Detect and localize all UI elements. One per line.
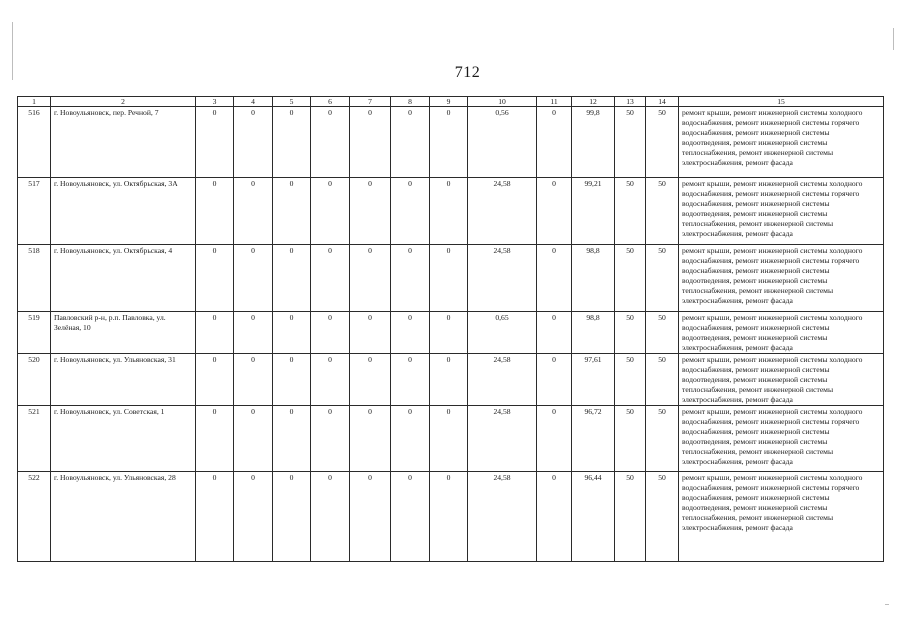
value-cell: 0 xyxy=(350,406,391,472)
value-cell: 0 xyxy=(196,406,234,472)
value-cell: 0 xyxy=(234,107,273,178)
column-header: 1 xyxy=(18,97,51,107)
address-cell: г. Новоульяновск, пер. Речной, 7 xyxy=(51,107,196,178)
table-row xyxy=(18,472,884,562)
column-header: 9 xyxy=(430,97,468,107)
value-cell: 0 xyxy=(350,178,391,245)
value-cell: 0 xyxy=(234,245,273,312)
address-cell: г. Новоульяновск, ул. Октябрьская, 3А xyxy=(51,178,196,245)
value-cell: 0 xyxy=(350,107,391,178)
value-cell: 99,8 xyxy=(572,107,615,178)
address-cell: г. Новоульяновск, ул. Советская, 1 xyxy=(51,406,196,472)
value-cell: 0 xyxy=(537,107,572,178)
value-cell: 50 xyxy=(646,354,679,406)
value-cell: 0 xyxy=(234,406,273,472)
value-cell: 0 xyxy=(273,406,311,472)
value-cell: 0 xyxy=(537,312,572,354)
value-cell: 97,61 xyxy=(572,354,615,406)
value-cell: 24,58 xyxy=(468,354,537,406)
table-row xyxy=(18,107,884,178)
address-cell: г. Новоульяновск, ул. Октябрьская, 4 xyxy=(51,245,196,312)
value-cell: 0 xyxy=(391,312,430,354)
column-header: 14 xyxy=(646,97,679,107)
repair-works-cell: ремонт крыши, ремонт инженерной системы холодного водоснабжения, ремонт инженерной системы горячего водоснабжения, ремонт инженерной системы водоотведения, ремонт инженерной системы теплоснабжения, ремонт инженерной системы электроснабжения, ремонт фасада xyxy=(679,245,884,312)
value-cell: 24,58 xyxy=(468,178,537,245)
value-cell: 0 xyxy=(350,312,391,354)
value-cell: 0 xyxy=(196,312,234,354)
table-row xyxy=(18,354,884,406)
value-cell: 0 xyxy=(391,406,430,472)
value-cell: 0 xyxy=(311,406,350,472)
column-number-row xyxy=(18,97,884,107)
column-header: 3 xyxy=(196,97,234,107)
value-cell: 0 xyxy=(196,354,234,406)
table-row xyxy=(18,406,884,472)
table-row xyxy=(18,312,884,354)
row-number: 520 xyxy=(18,354,51,406)
row-number: 521 xyxy=(18,406,51,472)
table-row xyxy=(18,178,884,245)
value-cell: 0 xyxy=(311,312,350,354)
scan-artifact-bottom-right xyxy=(885,604,889,605)
value-cell: 24,58 xyxy=(468,245,537,312)
scan-artifact-left-edge xyxy=(12,22,13,80)
value-cell: 0 xyxy=(234,354,273,406)
column-header: 12 xyxy=(572,97,615,107)
row-number: 518 xyxy=(18,245,51,312)
value-cell: 50 xyxy=(646,245,679,312)
value-cell: 50 xyxy=(615,312,646,354)
value-cell: 98,8 xyxy=(572,312,615,354)
repair-works-cell: ремонт крыши, ремонт инженерной системы холодного водоснабжения, ремонт инженерной системы горячего водоснабжения, ремонт инженерной системы водоотведения, ремонт инженерной системы теплоснабжения, ремонт инженерной системы электроснабжения, ремонт фасада xyxy=(679,178,884,245)
column-header: 11 xyxy=(537,97,572,107)
housing-repair-table xyxy=(17,96,884,562)
value-cell: 0 xyxy=(311,107,350,178)
column-header: 8 xyxy=(391,97,430,107)
page-number: 712 xyxy=(454,64,481,81)
value-cell: 0 xyxy=(537,245,572,312)
value-cell: 0 xyxy=(273,178,311,245)
value-cell: 0,56 xyxy=(468,107,537,178)
row-number: 522 xyxy=(18,472,51,562)
value-cell: 0 xyxy=(430,406,468,472)
value-cell: 0 xyxy=(391,178,430,245)
column-header: 5 xyxy=(273,97,311,107)
value-cell: 0 xyxy=(196,178,234,245)
value-cell: 0 xyxy=(273,472,311,562)
value-cell: 0 xyxy=(350,245,391,312)
value-cell: 0 xyxy=(391,107,430,178)
value-cell: 0 xyxy=(273,312,311,354)
value-cell: 0 xyxy=(273,107,311,178)
value-cell: 96,44 xyxy=(572,472,615,562)
value-cell: 0 xyxy=(234,312,273,354)
repair-works-cell: ремонт крыши, ремонт инженерной системы холодного водоснабжения, ремонт инженерной системы водоотведения, ремонт инженерной системы электроснабжения, ремонт фасада xyxy=(679,312,884,354)
value-cell: 0 xyxy=(391,245,430,312)
value-cell: 0 xyxy=(311,472,350,562)
column-header: 6 xyxy=(311,97,350,107)
value-cell: 98,8 xyxy=(572,245,615,312)
column-header: 4 xyxy=(234,97,273,107)
address-cell: г. Новоульяновск, ул. Ульяновская, 28 xyxy=(51,472,196,562)
value-cell: 0 xyxy=(311,178,350,245)
column-header: 15 xyxy=(679,97,884,107)
value-cell: 96,72 xyxy=(572,406,615,472)
value-cell: 0 xyxy=(430,354,468,406)
value-cell: 0 xyxy=(311,354,350,406)
value-cell: 50 xyxy=(615,178,646,245)
value-cell: 0 xyxy=(537,472,572,562)
value-cell: 0 xyxy=(234,472,273,562)
value-cell: 50 xyxy=(615,245,646,312)
address-cell: Павловский р-н, р.п. Павловка, ул. Зелёная, 10 xyxy=(51,312,196,354)
value-cell: 0 xyxy=(430,107,468,178)
row-number: 517 xyxy=(18,178,51,245)
column-header: 10 xyxy=(468,97,537,107)
value-cell: 0 xyxy=(350,354,391,406)
scan-artifact-right-edge xyxy=(893,28,894,50)
value-cell: 0 xyxy=(391,472,430,562)
value-cell: 50 xyxy=(646,178,679,245)
value-cell: 0,65 xyxy=(468,312,537,354)
value-cell: 50 xyxy=(615,406,646,472)
column-header: 13 xyxy=(615,97,646,107)
value-cell: 24,58 xyxy=(468,472,537,562)
value-cell: 0 xyxy=(537,178,572,245)
address-cell: г. Новоульяновск, ул. Ульяновская, 31 xyxy=(51,354,196,406)
column-header: 7 xyxy=(350,97,391,107)
value-cell: 0 xyxy=(391,354,430,406)
value-cell: 50 xyxy=(615,472,646,562)
row-number: 519 xyxy=(18,312,51,354)
value-cell: 0 xyxy=(311,245,350,312)
value-cell: 0 xyxy=(196,245,234,312)
value-cell: 0 xyxy=(273,354,311,406)
value-cell: 0 xyxy=(430,245,468,312)
value-cell: 0 xyxy=(273,245,311,312)
value-cell: 0 xyxy=(430,472,468,562)
value-cell: 0 xyxy=(196,472,234,562)
value-cell: 50 xyxy=(646,312,679,354)
value-cell: 0 xyxy=(196,107,234,178)
value-cell: 50 xyxy=(646,406,679,472)
value-cell: 0 xyxy=(350,472,391,562)
value-cell: 50 xyxy=(615,354,646,406)
value-cell: 24,58 xyxy=(468,406,537,472)
table-row xyxy=(18,245,884,312)
value-cell: 50 xyxy=(615,107,646,178)
value-cell: 0 xyxy=(430,312,468,354)
column-header: 2 xyxy=(51,97,196,107)
value-cell: 0 xyxy=(430,178,468,245)
repair-works-cell: ремонт крыши, ремонт инженерной системы холодного водоснабжения, ремонт инженерной системы горячего водоснабжения, ремонт инженерной системы водоотведения, ремонт инженерной системы теплоснабжения, ремонт инженерной системы электроснабжения, ремонт фасада xyxy=(679,107,884,178)
repair-works-cell: ремонт крыши, ремонт инженерной системы холодного водоснабжения, ремонт инженерной системы водоотведения, ремонт инженерной системы теплоснабжения, ремонт инженерной системы электроснабжения, ремонт фасада xyxy=(679,354,884,406)
repair-works-cell: ремонт крыши, ремонт инженерной системы холодного водоснабжения, ремонт инженерной системы горячего водоснабжения, ремонт инженерной системы водоотведения, ремонт инженерной системы теплоснабжения, ремонт инженерной системы электроснабжения, ремонт фасада xyxy=(679,472,884,562)
value-cell: 50 xyxy=(646,107,679,178)
row-number: 516 xyxy=(18,107,51,178)
value-cell: 99,21 xyxy=(572,178,615,245)
value-cell: 0 xyxy=(537,406,572,472)
value-cell: 0 xyxy=(537,354,572,406)
value-cell: 50 xyxy=(646,472,679,562)
value-cell: 0 xyxy=(234,178,273,245)
repair-works-cell: ремонт крыши, ремонт инженерной системы холодного водоснабжения, ремонт инженерной системы горячего водоснабжения, ремонт инженерной системы водоотведения, ремонт инженерной системы теплоснабжения, ремонт инженерной системы электроснабжения, ремонт фасада xyxy=(679,406,884,472)
